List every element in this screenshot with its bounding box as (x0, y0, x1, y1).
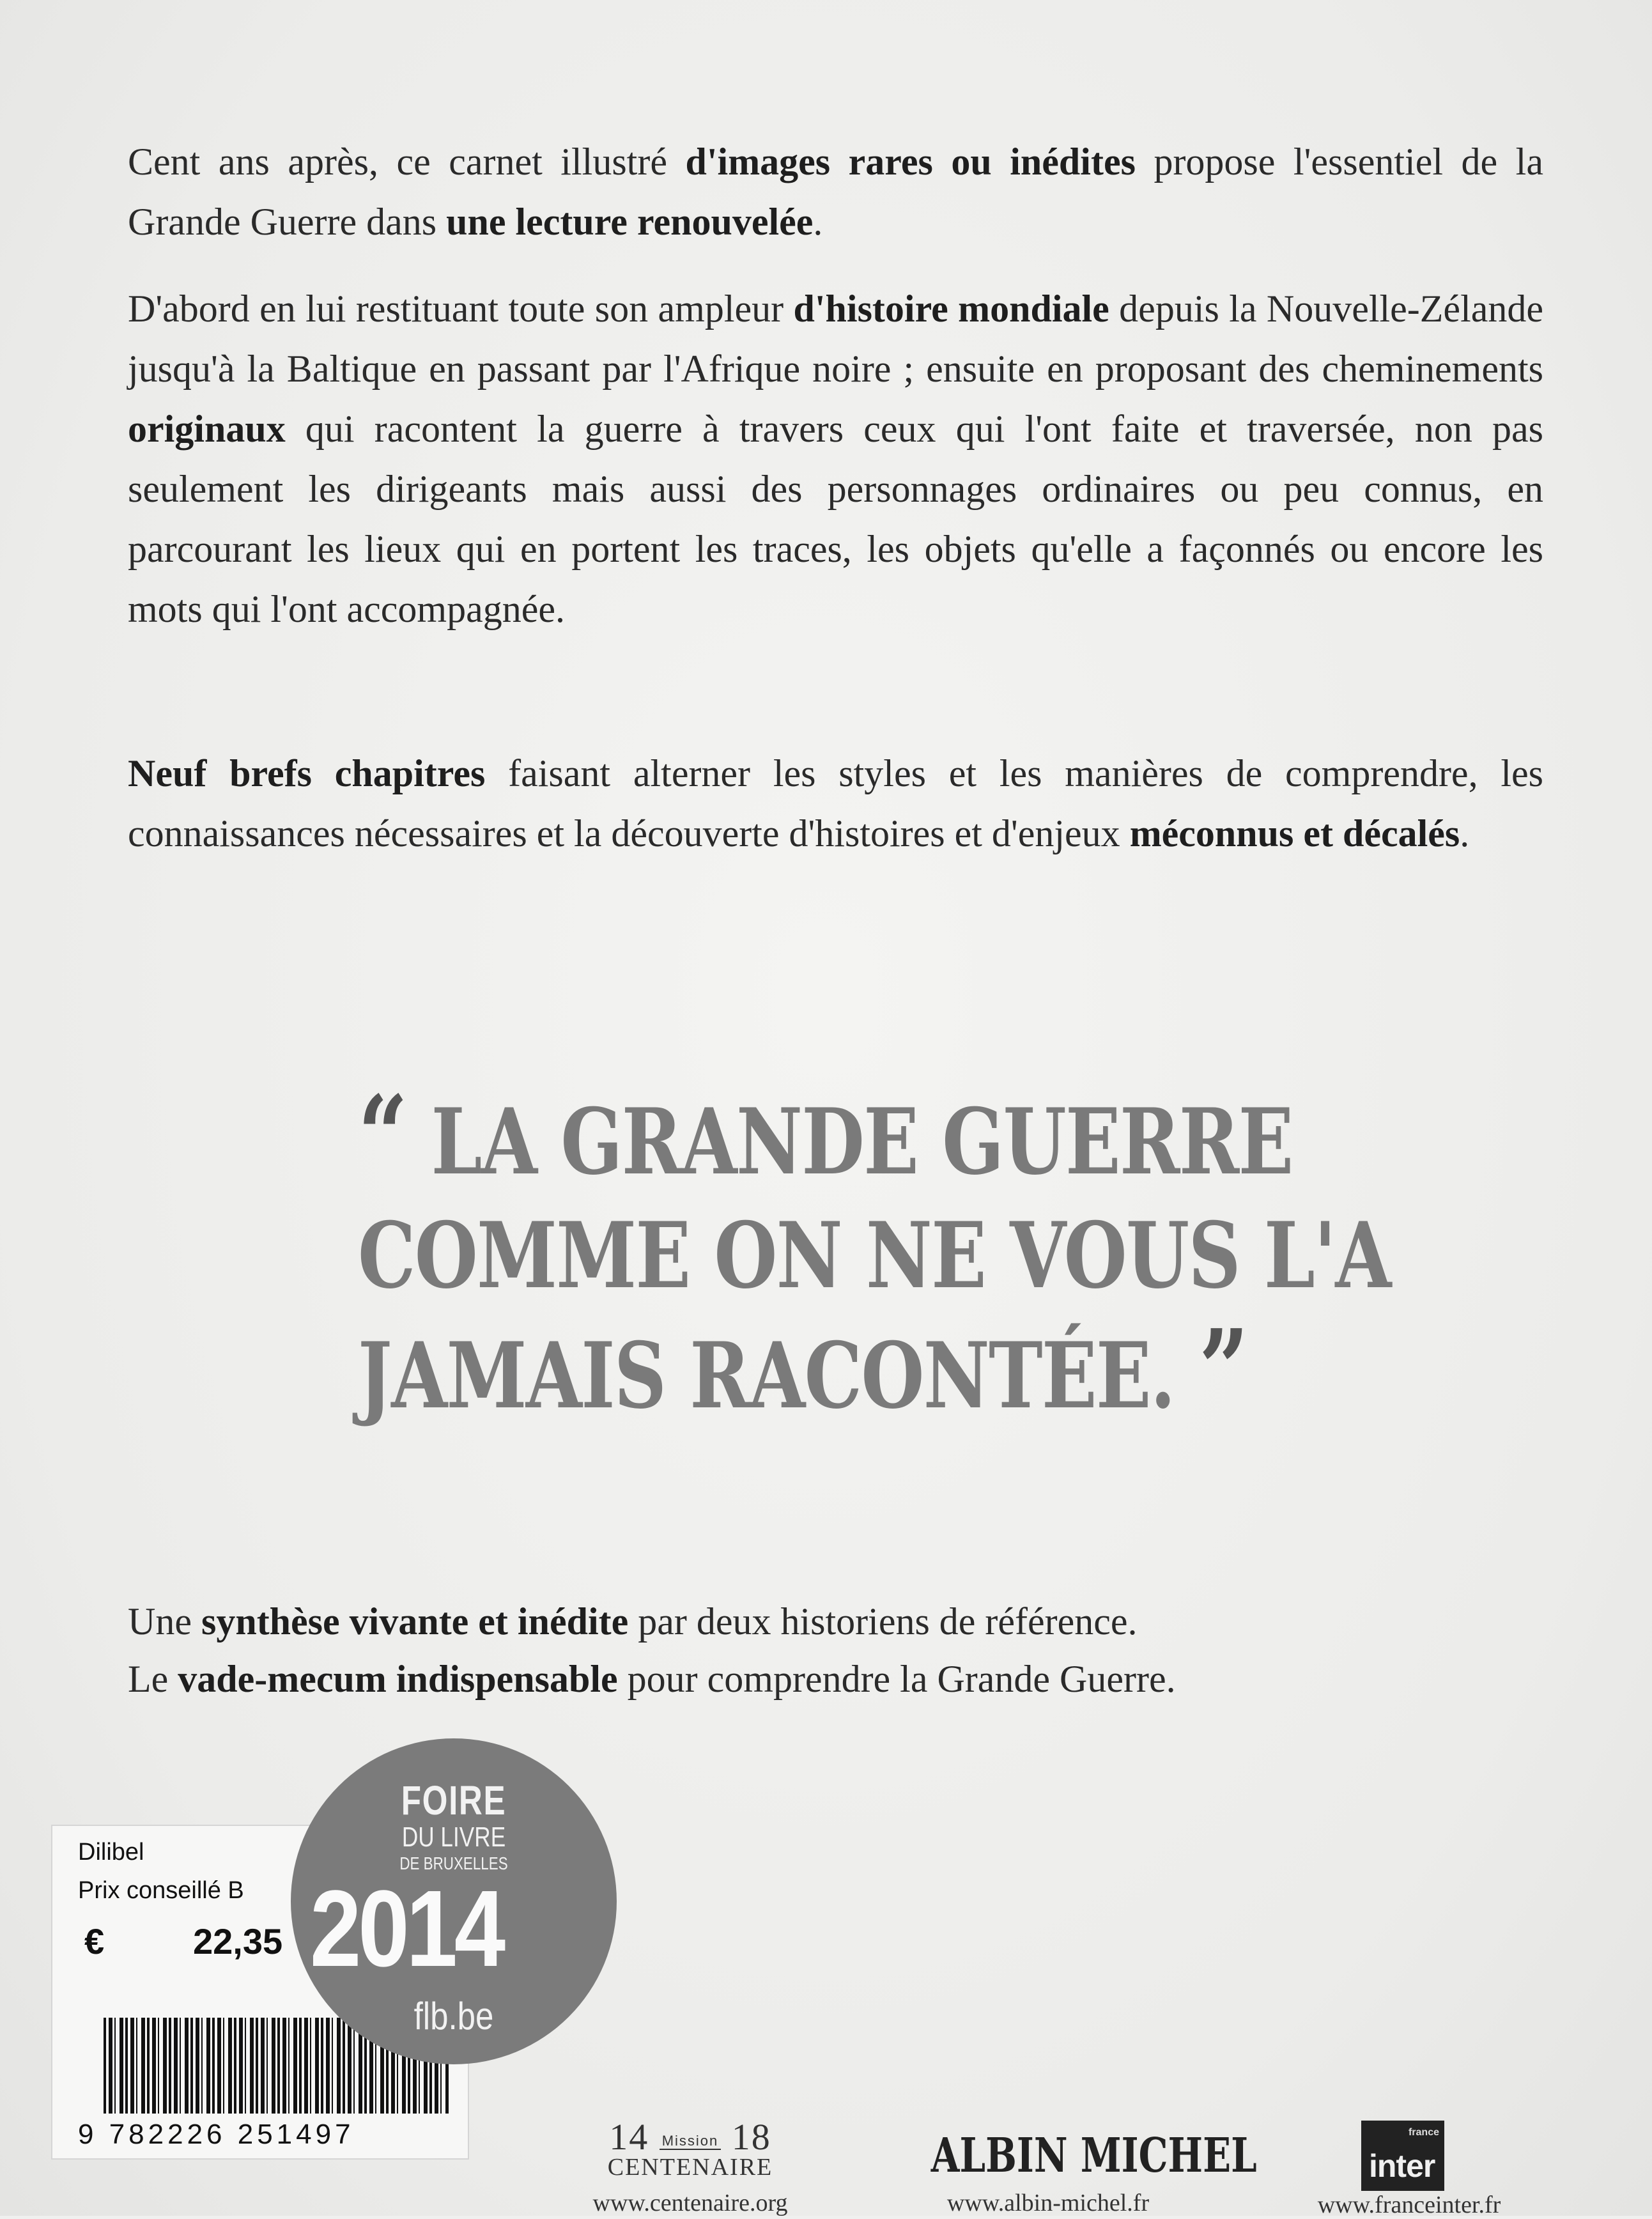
text: . (813, 201, 823, 243)
centenaire-right-number: 18 (731, 2116, 771, 2158)
badge-bruxelles: DE BRUXELLES (399, 1853, 508, 1873)
text: Cent ans après, ce carnet illustré (128, 141, 686, 183)
text: par deux historiens de référence. (628, 1600, 1138, 1643)
text: faisant alterner les styles et les manières de comprendre, les connaissances nécessaires et la découverte d'histoires et d'enjeux (128, 752, 1544, 854)
bold-text: originaux (128, 408, 286, 450)
quote-line-3 (358, 1306, 1248, 1434)
text: depuis la Nouvelle-Zélande jusqu'à la Baltique en passant par l'Afrique noire ; ensuite en proposant des cheminements (128, 288, 1543, 390)
centenaire-left-number: 14 (609, 2116, 649, 2158)
synthesis-line-2 (128, 1650, 1572, 1708)
quote-text: COMME ON NE VOUS L'A (358, 1203, 1391, 1309)
text: . (1460, 812, 1470, 854)
quote-text: JAMAIS RACONTÉE. (358, 1323, 1175, 1429)
price-label: Prix conseillé B (78, 1877, 244, 1904)
centenaire-name: CENTENAIRE (607, 2154, 773, 2181)
barcode-number: 9 782226 251497 (78, 2119, 355, 2150)
centenaire-mission: Mission (660, 2133, 722, 2150)
france-inter-logo (1361, 2121, 1444, 2191)
currency-symbol: € (84, 1921, 105, 1961)
text: qui racontent la guerre à travers ceux qui l'ont faite et traversée, non pas seulement les dirigeants mais aussi des personnages ordinaires ou peu connus, en parcourant les lieux qui en portent les traces, les objets qu'elle a façonnés ou encore les mots qui l'ont accompagnée. (128, 408, 1543, 630)
quote-text: LA GRANDE GUERRE (431, 1089, 1293, 1195)
paragraph-intro (128, 132, 1543, 252)
centenaire-url: www.centenaire.org (592, 2190, 788, 2216)
close-quote-mark: ” (1198, 1306, 1248, 1434)
text: Une (128, 1600, 201, 1643)
foire-du-livre-badge (291, 1738, 617, 2064)
paragraph-description (128, 279, 1543, 639)
badge-year: 2014 (310, 1868, 503, 1990)
pull-quote (358, 1072, 1391, 1434)
bold-text: synthèse vivante et inédite (201, 1600, 629, 1643)
bold-text: méconnus et décalés (1129, 812, 1460, 854)
price-value: 22,35 (193, 1921, 283, 1961)
france-inter-small: france (1408, 2127, 1439, 2138)
bold-text: une lecture renouvelée (446, 201, 814, 243)
quote-line-2 (358, 1199, 1391, 1313)
bold-text: d'histoire mondiale (793, 288, 1109, 330)
badge-foire: FOIRE (401, 1777, 507, 1823)
albin-michel-url: www.albin-michel.fr (946, 2190, 1150, 2216)
france-inter-url: www.franceinter.fr (1317, 2192, 1501, 2218)
bold-text: vade-mecum indispensable (178, 1658, 618, 1700)
bold-text: Neuf brefs chapitres (128, 752, 486, 794)
text: pour comprendre la Grande Guerre. (617, 1658, 1176, 1700)
centenaire-logo (543, 2115, 837, 2181)
distributor-name: Dilibel (78, 1839, 144, 1866)
bold-text: d'images rares ou inédites (685, 141, 1136, 183)
text: Le (128, 1658, 178, 1700)
synthesis-line-1 (128, 1593, 1572, 1650)
open-quote-mark: “ (358, 1072, 407, 1200)
text: D'abord en lui restituant toute son ampleur (128, 288, 794, 330)
albin-michel-logo: ALBIN MICHEL (930, 2128, 1257, 2183)
centenaire-numbers (543, 2115, 837, 2158)
badge-site: flb.be (413, 1995, 494, 2037)
paragraph-chapters (128, 743, 1543, 863)
badge-du-livre: DU LIVRE (401, 1821, 506, 1853)
quote-line-1 (358, 1072, 1293, 1200)
france-inter-main: inter (1369, 2148, 1435, 2184)
text: propose l'essentiel de la Grande Guerre dans (128, 141, 1543, 243)
